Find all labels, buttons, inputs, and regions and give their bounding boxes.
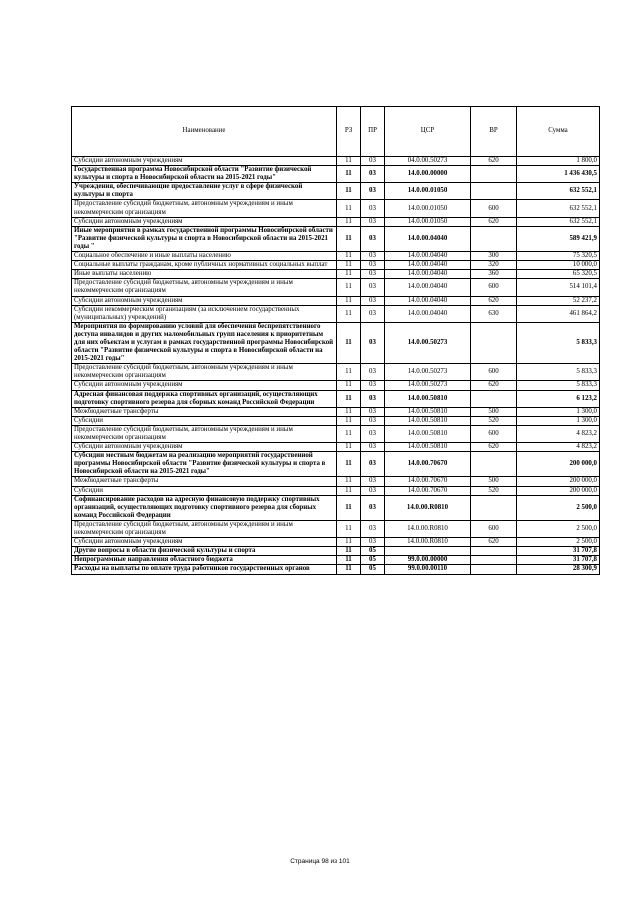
- cell-rz: 11: [337, 477, 361, 486]
- cell-sum: 200 000,0: [517, 452, 600, 477]
- cell-rz: 11: [337, 407, 361, 416]
- cell-sum: 4 823,2: [517, 425, 600, 442]
- cell-rz: 11: [337, 157, 361, 166]
- cell-vr: 520: [471, 416, 517, 425]
- cell-name: Субсидии автономным учреждениям: [72, 217, 337, 226]
- cell-csr: 14.0.00.01050: [385, 200, 471, 217]
- cell-sum: 2 500,0: [517, 495, 600, 520]
- cell-csr: 14.0.00.04040: [385, 296, 471, 305]
- cell-rz: 11: [337, 495, 361, 520]
- cell-pr: 03: [361, 217, 385, 226]
- cell-csr: 14.0.00.04040: [385, 261, 471, 270]
- cell-pr: 03: [361, 520, 385, 537]
- cell-csr: 14.0.00.50273: [385, 322, 471, 363]
- cell-name: Предоставление субсидий бюджетным, автономным учреждениям и иным некоммерческим организациям: [72, 520, 337, 537]
- cell-rz: 11: [337, 520, 361, 537]
- cell-name: Социальное обеспечение и иные выплаты населению: [72, 252, 337, 261]
- cell-sum: 75 320,5: [517, 252, 600, 261]
- cell-rz: 11: [337, 364, 361, 381]
- page-number: Страница 98 из 101: [290, 858, 350, 865]
- cell-vr: [471, 565, 517, 574]
- cell-name: Предоставление субсидий бюджетным, автономным учреждениям и иным некоммерческим организациям: [72, 200, 337, 217]
- cell-vr: 600: [471, 425, 517, 442]
- cell-rz: 11: [337, 217, 361, 226]
- cell-pr: 03: [361, 452, 385, 477]
- cell-pr: 03: [361, 270, 385, 279]
- cell-name: Субсидии автономным учреждениям: [72, 443, 337, 452]
- cell-sum: 1 436 430,5: [517, 166, 600, 183]
- cell-rz: 11: [337, 547, 361, 556]
- cell-name: Предоставление субсидий бюджетным, автономным учреждениям и иным некоммерческим организациям: [72, 364, 337, 381]
- cell-name: Субсидии автономным учреждениям: [72, 296, 337, 305]
- cell-vr: 620: [471, 157, 517, 166]
- cell-csr: 14.0.00.50810: [385, 443, 471, 452]
- cell-csr: 14.0.00.01050: [385, 183, 471, 200]
- cell-vr: 600: [471, 200, 517, 217]
- cell-rz: 11: [337, 296, 361, 305]
- table-row: [72, 556, 600, 565]
- cell-name: Иные выплаты населению: [72, 270, 337, 279]
- cell-pr: 03: [361, 390, 385, 407]
- table-row: [72, 322, 600, 363]
- cell-csr: 14.0.00.04040: [385, 279, 471, 296]
- cell-csr: 14.0.00.50810: [385, 407, 471, 416]
- table-row: [72, 425, 600, 442]
- cell-name: Расходы на выплаты по оплате труда работников государственных органов: [72, 565, 337, 574]
- cell-vr: 620: [471, 296, 517, 305]
- cell-sum: 632 552,1: [517, 217, 600, 226]
- cell-name: Софинансирование расходов на адресную финансовую поддержку спортивных организаций, осуществляющих подготовку спортивного резерва для сборных команд Российской Федерации: [72, 495, 337, 520]
- cell-pr: 03: [361, 416, 385, 425]
- cell-vr: [471, 226, 517, 251]
- cell-vr: 520: [471, 486, 517, 495]
- cell-vr: [471, 556, 517, 565]
- cell-vr: 500: [471, 477, 517, 486]
- cell-csr: 14.0.00.00000: [385, 166, 471, 183]
- cell-vr: [471, 166, 517, 183]
- cell-pr: 03: [361, 425, 385, 442]
- cell-rz: 11: [337, 565, 361, 574]
- cell-pr: 05: [361, 565, 385, 574]
- table-row: [72, 261, 600, 270]
- cell-csr: 14.0.00.04040: [385, 226, 471, 251]
- cell-pr: 03: [361, 477, 385, 486]
- table-row: [72, 217, 600, 226]
- cell-name: Иные мероприятия в рамках государственной программы Новосибирской области "Развитие физической культуры и спорта в Новосибирской области на 2015-2021 годы ": [72, 226, 337, 251]
- cell-name: Межбюджетные трансферты: [72, 477, 337, 486]
- cell-sum: 65 320,5: [517, 270, 600, 279]
- cell-name: Учреждения, обеспечивающие предоставление услуг в сфере физической культуры и спорта: [72, 183, 337, 200]
- cell-name: Другие вопросы в области физической культуры и спорта: [72, 547, 337, 556]
- cell-rz: 11: [337, 270, 361, 279]
- table-row: [72, 296, 600, 305]
- cell-csr: 04.0.00.50273: [385, 157, 471, 166]
- table-row: [72, 416, 600, 425]
- table-row: [72, 443, 600, 452]
- cell-vr: 500: [471, 407, 517, 416]
- cell-sum: 632 552,1: [517, 183, 600, 200]
- cell-vr: 620: [471, 538, 517, 547]
- table-row: [72, 520, 600, 537]
- table-row: [72, 157, 600, 166]
- cell-name: Субсидии: [72, 486, 337, 495]
- cell-csr: 14.0.00.R0810: [385, 495, 471, 520]
- cell-rz: 11: [337, 452, 361, 477]
- cell-sum: 1 300,0: [517, 416, 600, 425]
- cell-csr: 14.0.00.01050: [385, 217, 471, 226]
- cell-csr: 14.0.00.50810: [385, 390, 471, 407]
- cell-sum: 589 421,9: [517, 226, 600, 251]
- table-row: [72, 565, 600, 574]
- cell-sum: 632 552,1: [517, 200, 600, 217]
- cell-name: Мероприятия по формированию условий для обеспечения беспрепятственного доступа инвалидов и других маломобильных групп населения к приоритетным для них объектам и услугам в рамках государственной программы Новосибирской области "Развитие физической культуры и спорта в Новосибирской области на 2015-2021 годы": [72, 322, 337, 363]
- cell-csr: 14.0.00.50273: [385, 364, 471, 381]
- cell-csr: 14.0.00.70670: [385, 452, 471, 477]
- cell-rz: 11: [337, 556, 361, 565]
- cell-name: Субсидии автономным учреждениям: [72, 538, 337, 547]
- cell-pr: 03: [361, 443, 385, 452]
- cell-csr: 14.0.00.50810: [385, 416, 471, 425]
- cell-vr: [471, 390, 517, 407]
- cell-sum: 5 833,3: [517, 381, 600, 390]
- budget-table: [71, 106, 600, 575]
- cell-csr: 14.0.00.70670: [385, 477, 471, 486]
- cell-rz: 11: [337, 443, 361, 452]
- cell-name: Государственная программа Новосибирской области "Развитие физической культуры и спорта в Новосибирской области на 2015-2021 годы": [72, 166, 337, 183]
- table-row: [72, 390, 600, 407]
- table-row: [72, 200, 600, 217]
- table-row: [72, 252, 600, 261]
- cell-rz: 11: [337, 486, 361, 495]
- cell-pr: 03: [361, 381, 385, 390]
- cell-name: Субсидии: [72, 416, 337, 425]
- cell-rz: 11: [337, 261, 361, 270]
- cell-sum: 514 101,4: [517, 279, 600, 296]
- cell-rz: 11: [337, 252, 361, 261]
- cell-sum: 28 300,9: [517, 565, 600, 574]
- cell-vr: 600: [471, 520, 517, 537]
- cell-sum: 10 000,0: [517, 261, 600, 270]
- cell-pr: 03: [361, 166, 385, 183]
- cell-pr: 05: [361, 556, 385, 565]
- table-row: [72, 364, 600, 381]
- cell-pr: 03: [361, 226, 385, 251]
- table-row: [72, 452, 600, 477]
- cell-vr: [471, 495, 517, 520]
- cell-rz: 11: [337, 322, 361, 363]
- header-row: [72, 107, 600, 157]
- cell-pr: 03: [361, 322, 385, 363]
- cell-pr: 03: [361, 538, 385, 547]
- cell-vr: 620: [471, 381, 517, 390]
- cell-sum: 5 833,3: [517, 364, 600, 381]
- cell-csr: 14.0.00.04040: [385, 270, 471, 279]
- cell-vr: 360: [471, 270, 517, 279]
- cell-rz: 11: [337, 416, 361, 425]
- cell-csr: 99.0.00.00000: [385, 556, 471, 565]
- table-row: [72, 183, 600, 200]
- cell-vr: 620: [471, 217, 517, 226]
- cell-sum: 6 123,2: [517, 390, 600, 407]
- table-row: [72, 407, 600, 416]
- cell-csr: 14.0.00.50273: [385, 381, 471, 390]
- header-vr: ВР: [471, 107, 517, 157]
- cell-rz: 11: [337, 183, 361, 200]
- cell-vr: 600: [471, 279, 517, 296]
- cell-vr: 600: [471, 364, 517, 381]
- cell-sum: 200 000,0: [517, 477, 600, 486]
- cell-csr: 14.0.00.R0810: [385, 520, 471, 537]
- cell-sum: 52 237,2: [517, 296, 600, 305]
- table-body: [72, 157, 600, 575]
- cell-pr: 03: [361, 486, 385, 495]
- header-pr: ПР: [361, 107, 385, 157]
- cell-sum: 461 864,2: [517, 305, 600, 322]
- cell-csr: 14.0.00.70670: [385, 486, 471, 495]
- table-row: [72, 495, 600, 520]
- cell-sum: 4 823,2: [517, 443, 600, 452]
- table-row: [72, 486, 600, 495]
- cell-csr: 14.0.00.04040: [385, 305, 471, 322]
- cell-pr: 03: [361, 364, 385, 381]
- cell-sum: 2 500,0: [517, 538, 600, 547]
- cell-vr: [471, 452, 517, 477]
- cell-rz: 11: [337, 200, 361, 217]
- cell-sum: 200 000,0: [517, 486, 600, 495]
- cell-rz: 11: [337, 279, 361, 296]
- cell-csr: 14.0.00.R0810: [385, 538, 471, 547]
- cell-rz: 11: [337, 226, 361, 251]
- cell-pr: 03: [361, 407, 385, 416]
- table-row: [72, 547, 600, 556]
- cell-name: Субсидии автономным учреждениям: [72, 157, 337, 166]
- cell-csr: [385, 547, 471, 556]
- cell-pr: 03: [361, 279, 385, 296]
- cell-name: Субсидии автономным учреждениям: [72, 381, 337, 390]
- header-csr: ЦСР: [385, 107, 471, 157]
- cell-sum: 31 707,8: [517, 556, 600, 565]
- cell-name: Субсидии некоммерческим организациям (за исключением государственных (муниципальных) учреждений): [72, 305, 337, 322]
- cell-name: Межбюджетные трансферты: [72, 407, 337, 416]
- table-row: [72, 381, 600, 390]
- cell-pr: 03: [361, 495, 385, 520]
- table-header: [72, 107, 600, 157]
- cell-sum: 31 707,8: [517, 547, 600, 556]
- header-name: Наименование: [72, 107, 337, 157]
- cell-vr: 320: [471, 261, 517, 270]
- cell-rz: 11: [337, 381, 361, 390]
- cell-name: Адресная финансовая поддержка спортивных организаций, осуществляющих подготовку спортивного резерва для сборных команд Российской Федерации: [72, 390, 337, 407]
- header-rz: РЗ: [337, 107, 361, 157]
- cell-vr: [471, 322, 517, 363]
- cell-csr: 14.0.00.50810: [385, 425, 471, 442]
- cell-vr: [471, 547, 517, 556]
- cell-pr: 03: [361, 157, 385, 166]
- cell-csr: 14.0.00.04040: [385, 252, 471, 261]
- cell-pr: 03: [361, 252, 385, 261]
- cell-pr: 05: [361, 547, 385, 556]
- cell-rz: 11: [337, 538, 361, 547]
- cell-pr: 03: [361, 261, 385, 270]
- table-row: [72, 477, 600, 486]
- table-row: [72, 538, 600, 547]
- cell-rz: 11: [337, 425, 361, 442]
- cell-csr: 99.0.00.00110: [385, 565, 471, 574]
- table-row: [72, 226, 600, 251]
- table-row: [72, 305, 600, 322]
- cell-pr: 03: [361, 296, 385, 305]
- cell-rz: 11: [337, 166, 361, 183]
- cell-sum: 2 500,0: [517, 520, 600, 537]
- cell-name: Субсидии местным бюджетам на реализацию мероприятий государственной программы Новосибирской области "Развитие физической культуры и спорта в Новосибирской области на 2015-2021 годы": [72, 452, 337, 477]
- cell-sum: 5 833,3: [517, 322, 600, 363]
- cell-name: Предоставление субсидий бюджетным, автономным учреждениям и иным некоммерческим организациям: [72, 425, 337, 442]
- table-row: [72, 270, 600, 279]
- cell-rz: 11: [337, 390, 361, 407]
- cell-name: Предоставление субсидий бюджетным, автономным учреждениям и иным некоммерческим организациям: [72, 279, 337, 296]
- cell-pr: 03: [361, 305, 385, 322]
- cell-pr: 03: [361, 200, 385, 217]
- cell-vr: [471, 183, 517, 200]
- cell-sum: 1 800,0: [517, 157, 600, 166]
- cell-vr: 620: [471, 443, 517, 452]
- header-sum: Сумма: [517, 107, 600, 157]
- cell-vr: 630: [471, 305, 517, 322]
- cell-pr: 03: [361, 183, 385, 200]
- cell-vr: 300: [471, 252, 517, 261]
- table-row: [72, 166, 600, 183]
- table-row: [72, 279, 600, 296]
- cell-name: Непрограммные направления областного бюджета: [72, 556, 337, 565]
- cell-rz: 11: [337, 305, 361, 322]
- cell-sum: 1 300,0: [517, 407, 600, 416]
- cell-name: Социальные выплаты гражданам, кроме публичных нормативных социальных выплат: [72, 261, 337, 270]
